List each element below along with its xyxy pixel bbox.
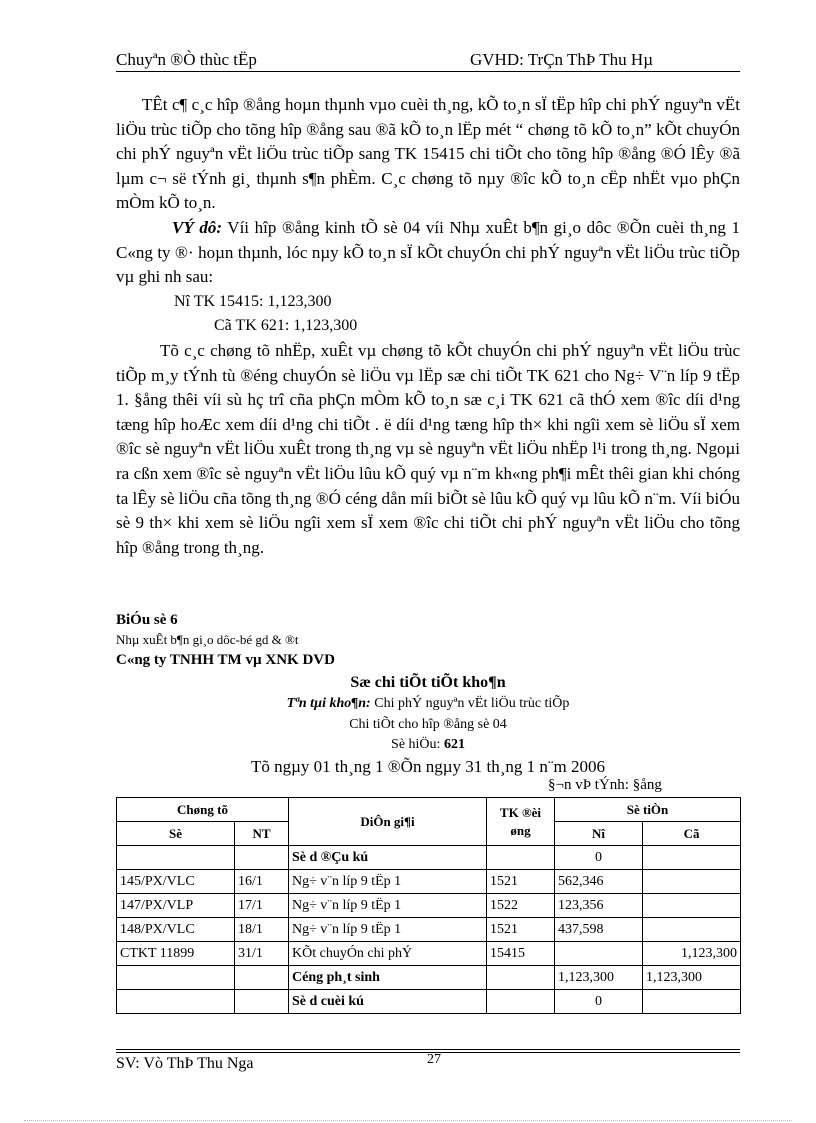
debit-header: Nî	[555, 822, 643, 846]
credit-amount	[643, 894, 741, 918]
account-number-line	[116, 737, 740, 753]
description: Ng÷ v¨n líp 9 tËp 1	[289, 894, 487, 918]
account-name-label: Tªn tµi kho¶n:	[286, 696, 371, 711]
voucher-no-header: Sè	[117, 822, 235, 846]
voucher-no: 145/PX/VLC	[117, 870, 235, 894]
voucher-no: CTKT 11899	[117, 942, 235, 966]
account-name-line	[116, 696, 740, 712]
credit-amount	[643, 918, 741, 942]
offset-account: 1521	[487, 870, 555, 894]
table-row	[117, 894, 741, 918]
account-header: TK ®èi øng	[487, 798, 555, 846]
publisher-name: Nhµ xuÊt b¶n gi¸o dôc-bé gd & ®t	[116, 632, 299, 647]
debit-amount	[555, 942, 643, 966]
student-name: SV: Vò ThÞ Thu Nga	[116, 1055, 254, 1072]
amount-header: Sè tiÒn	[555, 798, 741, 822]
ledger-table	[116, 797, 741, 1014]
description: KÕt chuyÓn chi phÝ	[289, 942, 487, 966]
total-label: Céng ph¸t sinh	[289, 966, 487, 990]
example-label: VÝ dô:	[172, 217, 222, 237]
opening-balance-row	[117, 846, 741, 870]
header-supervisor: GVHD: TrÇn ThÞ Thu Hµ	[470, 50, 653, 69]
credit-header: Cã	[643, 822, 741, 846]
voucher-header: Chøng tõ	[117, 798, 289, 822]
voucher-no: 148/PX/VLC	[117, 918, 235, 942]
voucher-date: 18/1	[235, 918, 289, 942]
closing-balance-label: Sè d cuèi kú	[289, 990, 487, 1014]
paragraph-2	[116, 216, 740, 290]
description: Ng÷ v¨n líp 9 tËp 1	[289, 870, 487, 894]
voucher-date: 17/1	[235, 894, 289, 918]
description-header: DiÔn gi¶i	[289, 798, 487, 846]
total-row	[117, 966, 741, 990]
table-row	[117, 942, 741, 966]
page-header	[116, 50, 740, 72]
form-number: BiÓu sè 6	[116, 612, 178, 628]
period: Tõ ngµy 01 th¸ng 1 ®Õn ngµy 31 th¸ng 1 n¨m 2006	[250, 757, 606, 776]
offset-account: 1522	[487, 894, 555, 918]
account-number: 621	[443, 737, 465, 752]
credit-amount: 1,123,300	[643, 942, 741, 966]
opening-balance-label: Sè d ®Çu kú	[289, 846, 487, 870]
table-header-row	[117, 798, 741, 822]
opening-balance-debit: 0	[555, 846, 643, 870]
paragraph-3: Tõ c¸c chøng tõ nhËp, xuÊt vµ chøng tõ kÕt chuyÓn chi phÝ nguyªn vËt liÖu trùc tiÕp m¸y tÝnh tù ®éng chuyÓn sè liÖu vµ lËp sæ chi tiÕt TK 621 cho Ng÷ V¨n líp 9 tËp 1. §ång thêi víi sù hç trî cña phÇn mÒm kÕ to¸n sæ c¸i TK 621 cã thÓ xem ®îc díi d¹ng tæng hîp hoÆc xem díi d¹ng chi tiÕt . ë díi d¹ng tæng hîp th× khi ngîi xem sè liÖu sÏ xem ®îc sè nguyªn vËt liÖu xuÊt trong th¸ng vµ sè nguyªn vËt liÖu nhËp l¹i trong th¸ng. Ngoµi ra cßn xem ®îc sè nguyªn vËt liÖu lûu kÕ quý vµ n¨m kh«ng ph¶i mÊt thêi gian khi chóng ta lÊy sè liÖu cña tõng th¸ng ®Ó céng dån míi biÕt sè lûu kÕ quý vµ lûu kÕ n¨m. Víi biÓu sè 9 th× khi xem sè liÖu ngîi xem sÏ xem ®îc chi tiÕt chi phÝ nguyªn vËt liÖu cho tõng hîp ®ång trong th¸ng.	[116, 340, 740, 557]
body-text	[116, 93, 740, 560]
account-name: Chi phÝ nguyªn vËt liÖu trùc tiÕp	[370, 696, 570, 711]
paragraph-1: TÊt c¶ c¸c hîp ®ång hoµn thµnh vµo cuèi th¸ng, kÕ to¸n sÏ tËp hîp chi phÝ nguyªn vËt liÖu trùc tiÕp cho tõng hîp ®ång sau ®ã kÕ to¸n lËp mét “ chøng tõ kÕ to¸n” kÕt chuyÓn chi phÝ nguyªn vËt liÖu trùc tiÕp sang TK 15415 chi tiÕt cho tõng hîp ®ång ®Ó lÊy ®ã lµm c¬ së tÝnh gi¸ thµnh s¶n phÈm. C¸c chøng tõ nµy ®îc kÕ to¸n cËp nhËt vµo phÇn mÒm kÕ to¸n.	[116, 95, 740, 213]
journal-entry-credit: Cã TK 621: 1,123,300	[214, 317, 358, 335]
example-text: Víi hîp ®ång kinh tÕ sè 04 víi Nhµ xuÊt b¶n gi¸o dôc ®Õn cuèi th¸ng 1 C«ng ty ®· hoµn thµnh, lóc nµy kÕ to¸n sÏ kÕt chuyÓn chi phÝ nguyªn vËt liÖu trùc tiÕp vµ ghi nh sau:	[116, 217, 740, 287]
table-row	[117, 870, 741, 894]
page-edge-divider	[24, 1120, 792, 1121]
total-debit: 1,123,300	[555, 966, 643, 990]
description: Ng÷ v¨n líp 9 tËp 1	[289, 918, 487, 942]
voucher-date-header: NT	[235, 822, 289, 846]
account-number-label: Sè hiÖu:	[391, 737, 444, 752]
company-name: C«ng ty TNHH TM vµ XNK DVD	[116, 652, 335, 668]
credit-amount	[643, 870, 741, 894]
debit-amount: 562,346	[555, 870, 643, 894]
debit-amount: 123,356	[555, 894, 643, 918]
table-row	[117, 918, 741, 942]
closing-balance-row	[117, 990, 741, 1014]
debit-amount: 437,598	[555, 918, 643, 942]
ledger-title: Sæ chi tiÕt tiÕt kho¶n	[350, 674, 506, 691]
footer-rule-top	[116, 1049, 740, 1050]
unit-of-measure: §¬n vÞ tÝnh: §ång	[548, 777, 662, 793]
header-topic: Chuyªn ®Ò thùc tËp	[116, 50, 257, 69]
voucher-date: 16/1	[235, 870, 289, 894]
offset-account: 1521	[487, 918, 555, 942]
total-credit: 1,123,300	[643, 966, 741, 990]
journal-entry-debit: Nî TK 15415: 1,123,300	[174, 292, 332, 310]
page-number: 27	[427, 1052, 441, 1067]
header-rule	[116, 71, 740, 72]
voucher-date: 31/1	[235, 942, 289, 966]
voucher-no: 147/PX/VLP	[117, 894, 235, 918]
contract-detail: Chi tiÕt cho hîp ®ång sè 04	[349, 717, 507, 732]
closing-balance-debit: 0	[555, 990, 643, 1014]
offset-account: 15415	[487, 942, 555, 966]
